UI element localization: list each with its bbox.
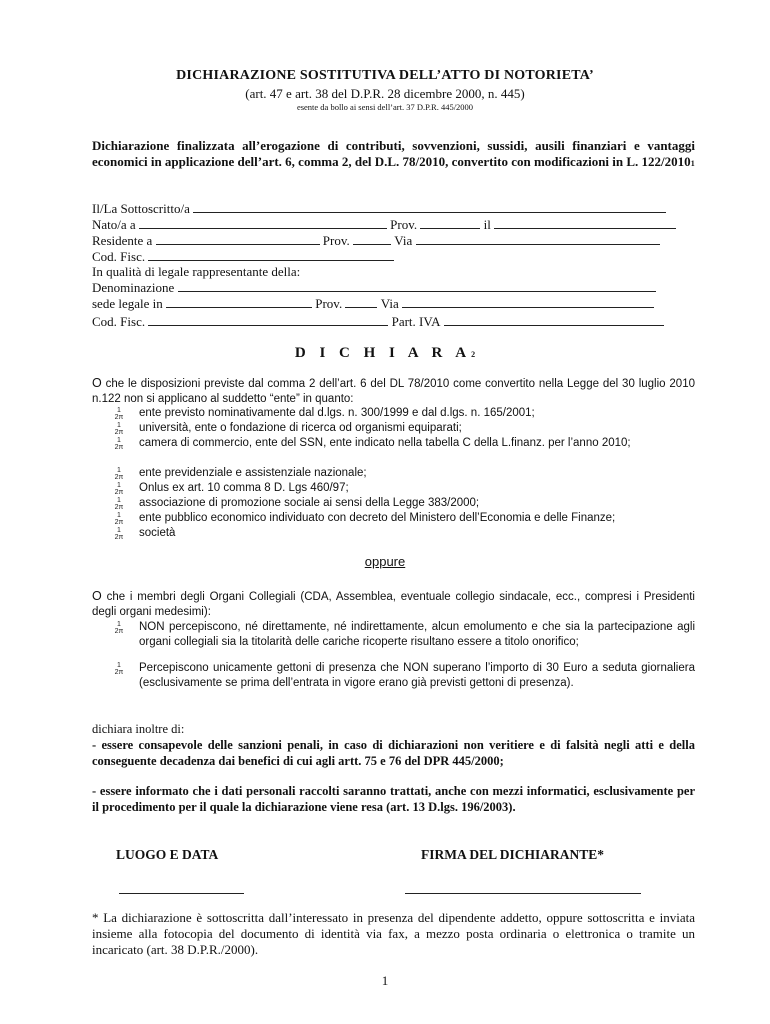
document-subtitle: (art. 47 e art. 38 del D.P.R. 28 dicembre 2000, n. 445) [245,86,525,101]
sede-via-label: Via [380,296,399,311]
il-label: il [483,217,491,232]
sede-prov-label: Prov. [315,296,343,311]
form-row-residente [92,232,695,248]
oppure-separator: oppure [364,554,406,569]
inoltre-paragraph-2: - essere informato che i dati personali raccolti saranno trattati, anche con mezzi informatici, esclusivamente per il procedimento per il quale la dichiarazione viene resa (art. 13 D.lgs. 196/2003). [92,784,695,814]
sottoscritto-field[interactable] [193,200,666,213]
res-prov-label: Prov. [322,233,350,248]
checkbox-icon[interactable]: 1 2π [114,497,124,511]
part-iva-field[interactable] [444,313,664,326]
ente-cod-fisc-label: Cod. Fisc. [92,314,146,329]
footnote-ref-1: 1 [690,159,695,168]
cod-fisc-field[interactable] [148,248,394,261]
denominazione-label: Denominazione [92,280,175,295]
list-item: Onlus ex art. 10 comma 8 D. Lgs 460/97; [139,482,349,494]
residente-label: Residente a [92,233,153,248]
sede-label: sede legale in [92,296,163,311]
form-row-sede [92,295,695,311]
residente-field[interactable] [156,232,320,245]
option-2-marker[interactable]: O [92,589,102,603]
cod-fisc-label: Cod. Fisc. [92,249,146,264]
sede-prov-field[interactable] [345,295,377,308]
checkbox-icon[interactable]: 1 2π [114,482,124,496]
qualita-label: In qualità di legale rappresentante della: [92,264,301,279]
list-item: ente previsto nominativamente dal d.lgs. n. 300/1999 e dal d.lgs. n. 165/2001; [139,407,535,419]
list-item: Percepiscono unicamente gettoni di presenza che NON superano l’importo di 30 Euro a seduta giornaliera (esclusivamente se prima dell’entrata in vigore erano già previsti gettoni di presenza). [139,662,695,689]
footnote: * La dichiarazione è sottoscritta dall’interessato in presenza del dipendente addetto, oppure sottoscritta e inviata insieme alla fotocopia del documento di identità via fax, a mezzo posta ordinaria o elettronica o tramite un incaricato (art. 38 D.P.R./2000). [92,910,695,957]
purpose-statement [92,138,695,172]
checkbox-icon[interactable]: 1 2π [114,407,124,421]
footnote-ref-2: 2 [471,350,476,359]
option-2-text: che i membri degli Organi Collegiali (CDA, Assemblea, eventuale collegio sindacale, ecc., compresi i Presidenti degli organi medesimi): [92,591,695,618]
list-item: società [139,527,176,539]
purpose-text: Dichiarazione finalizzata all’erogazione di contributi, sovvenzioni, sussidi, ausili finanziari e vantaggi economici in applicazione dell’art. 6, comma 2, del D.L. 78/2010, convertito con modificazioni in L. 122/2010 [92,138,695,169]
list-item: camera di commercio, ente del SSN, ente indicato nella tabella C della L.finanz. per l’anno 2010; [139,437,631,449]
document-title: DICHIARAZIONE SOSTITUTIVA DELL’ATTO DI NOTORIETA’ [176,68,594,83]
nato-label: Nato/a a [92,217,136,232]
form-row-cod-fisc-ente [92,313,695,329]
form-row-nato [92,216,695,232]
place-date-label: LUOGO E DATA [116,847,219,862]
res-via-label: Via [394,233,413,248]
checkbox-icon[interactable]: 1 2π [114,512,124,526]
sede-field[interactable] [166,295,312,308]
nato-prov-label: Prov. [390,217,418,232]
list-item: NON percepiscono, né direttamente, né indirettamente, alcun emolumento e che sia la partecipazione agli organi collegiali sia la titolarità delle cariche ricoperte risultano essere a titolo onorifico; [139,621,695,648]
signer-label: FIRMA DEL DICHIARANTE* [421,847,605,862]
form-row-qualita [92,264,695,280]
checkbox-icon[interactable]: 1 2π [114,662,124,676]
form-row-sottoscritto [92,200,695,216]
checkbox-icon[interactable]: 1 2π [114,422,124,436]
page-number: 1 [381,973,389,988]
denominazione-field[interactable] [178,279,656,292]
inoltre-label: dichiara inoltre di: [92,722,185,736]
option-1-text: che le disposizioni previste dal comma 2 dell’art. 6 del DL 78/2010 come convertito nella Legge del 30 luglio 2010 n.122 non si applicano al suddetto “ente” in quanto: [92,378,695,405]
list-item: università, ente o fondazione di ricerca od organismi equiparati; [139,422,462,434]
nato-field[interactable] [139,216,387,229]
form-row-cod-fisc [92,248,695,264]
list-item: ente previdenziale e assistenziale nazionale; [139,467,367,479]
part-iva-label: Part. IVA [391,314,441,329]
place-date-field[interactable] [119,883,244,894]
checkbox-icon[interactable]: 1 2π [114,437,124,451]
option-1-marker[interactable]: O [92,376,102,390]
dichiara-heading [0,345,770,362]
checkbox-icon[interactable]: 1 2π [114,467,124,481]
form-row-denominazione [92,279,695,295]
option-1 [92,376,695,407]
res-via-field[interactable] [416,232,660,245]
stamp-exemption-note: esente da bollo ai sensi dell’art. 37 D.P.R. 445/2000 [296,102,474,112]
dichiara-text: D I C H I A R A [294,345,472,361]
sottoscritto-label: Il/La Sottoscritto/a [92,201,190,216]
list-item: associazione di promozione sociale ai sensi della Legge 383/2000; [139,497,480,509]
inoltre-paragraph-1: - essere consapevole delle sanzioni penali, in caso di dichiarazioni non veritiere e di falsità negli atti e della conseguente decadenza dai benefici di cui agli artt. 75 e 76 del DPR 445/2000; [92,738,695,768]
nato-prov-field[interactable] [420,216,480,229]
birth-date-field[interactable] [494,216,676,229]
ente-cod-fisc-field[interactable] [148,313,388,326]
list-item: ente pubblico economico individuato con decreto del Ministero dell’Economia e delle Finanze; [139,512,616,524]
signature-field[interactable] [405,883,641,894]
checkbox-icon[interactable]: 1 2π [114,621,124,635]
res-prov-field[interactable] [353,232,391,245]
sede-via-field[interactable] [402,295,654,308]
option-2 [92,589,695,620]
checkbox-icon[interactable]: 1 2π [114,527,124,541]
